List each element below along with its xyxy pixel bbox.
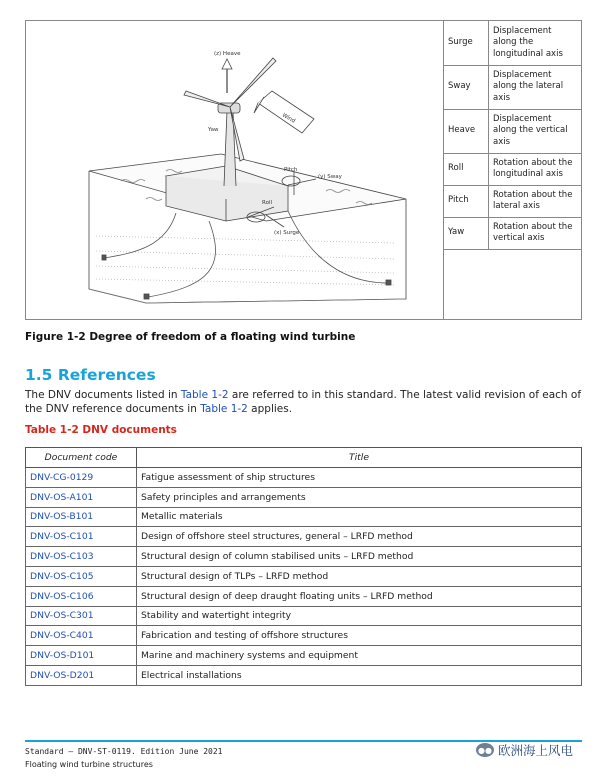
para-text-1: The DNV documents listed in xyxy=(25,389,181,401)
table-header-row xyxy=(26,448,582,468)
footer-subtitle: Floating wind turbine structures xyxy=(25,760,153,769)
document-title: Structural design of column stabilised units – LRFD method xyxy=(137,547,582,567)
dof-term: Heave xyxy=(444,109,489,153)
wechat-logo-icon: ●● xyxy=(476,743,494,757)
table-row xyxy=(26,586,582,606)
document-code-link[interactable]: DNV-OS-C401 xyxy=(26,626,137,646)
dof-row xyxy=(444,185,582,217)
table-row xyxy=(26,468,582,488)
dof-row xyxy=(444,153,582,185)
para-text-3: applies. xyxy=(247,402,293,415)
page-footer xyxy=(25,745,222,771)
document-code-link[interactable]: DNV-OS-C106 xyxy=(26,586,137,606)
dof-row xyxy=(444,21,582,65)
watermark-text: 欧洲海上风电 xyxy=(498,743,574,758)
document-title: Metallic materials xyxy=(137,507,582,527)
dof-desc: Displacement along the longitudinal axis xyxy=(489,21,582,65)
document-code-link[interactable]: DNV-OS-C103 xyxy=(26,547,137,567)
document-code-link[interactable]: DNV-OS-B101 xyxy=(26,507,137,527)
label-roll: Roll xyxy=(262,200,272,206)
dof-row xyxy=(444,65,582,109)
document-code-link[interactable]: DNV-OS-D201 xyxy=(26,665,137,685)
dof-row xyxy=(444,109,582,153)
document-code-link[interactable]: DNV-OS-A101 xyxy=(26,487,137,507)
document-code-link[interactable]: DNV-OS-C101 xyxy=(26,527,137,547)
document-title: Safety principles and arrangements xyxy=(137,487,582,507)
document-code-link[interactable]: DNV-CG-0129 xyxy=(26,468,137,488)
dof-desc: Displacement along the lateral axis xyxy=(489,65,582,109)
dof-desc: Rotation about the longitudinal axis xyxy=(489,153,582,185)
table-row xyxy=(26,646,582,666)
dof-term: Yaw xyxy=(444,217,489,249)
figure-frame xyxy=(25,20,582,320)
table-caption: Table 1-2 DNV documents xyxy=(25,424,177,436)
label-wind: Wind xyxy=(281,112,296,125)
label-heave: (z) Heave xyxy=(214,51,241,57)
floating-turbine-illustration xyxy=(26,21,444,319)
dof-desc: Displacement along the vertical axis xyxy=(489,109,582,153)
document-title: Structural design of deep draught floating units – LRFD method xyxy=(137,586,582,606)
label-sway: (y) Sway xyxy=(318,174,342,180)
documents-table xyxy=(25,447,582,686)
dof-desc: Rotation about the lateral axis xyxy=(489,185,582,217)
document-title: Design of offshore steel structures, general – LRFD method xyxy=(137,527,582,547)
document-title: Stability and watertight integrity xyxy=(137,606,582,626)
table-link-2[interactable]: Table 1-2 xyxy=(200,402,248,415)
dof-row xyxy=(444,217,582,249)
section-title: 1.5 References xyxy=(25,366,156,384)
dof-desc: Rotation about the vertical axis xyxy=(489,217,582,249)
footer-standard: Standard — DNV-ST-0119. Edition June 2021 xyxy=(25,747,223,756)
dof-table xyxy=(443,21,581,250)
document-code-link[interactable]: DNV-OS-C301 xyxy=(26,606,137,626)
document-code-link[interactable]: DNV-OS-C105 xyxy=(26,566,137,586)
document-title: Fabrication and testing of offshore structures xyxy=(137,626,582,646)
table-row xyxy=(26,606,582,626)
table-row xyxy=(26,527,582,547)
table-row xyxy=(26,566,582,586)
document-code-link[interactable]: DNV-OS-D101 xyxy=(26,646,137,666)
document-title: Marine and machinery systems and equipment xyxy=(137,646,582,666)
watermark xyxy=(476,741,573,759)
document-title: Structural design of TLPs – LRFD method xyxy=(137,566,582,586)
dof-term: Roll xyxy=(444,153,489,185)
header-title: Title xyxy=(137,448,582,468)
table-row xyxy=(26,487,582,507)
para-text-2: are referred to in this standard. The latest valid revision of each of the DNV reference documents in xyxy=(25,389,582,415)
table-row xyxy=(26,626,582,646)
table-link-1[interactable]: Table 1-2 xyxy=(180,389,229,401)
label-yaw: Yaw xyxy=(208,127,219,133)
header-document-code: Document code xyxy=(26,448,137,468)
document-title: Electrical installations xyxy=(137,665,582,685)
dof-term: Sway xyxy=(444,65,489,109)
label-pitch: Pitch xyxy=(284,167,298,173)
section-paragraph xyxy=(25,389,585,416)
table-row xyxy=(26,547,582,567)
figure-caption: Figure 1-2 Degree of freedom of a floating wind turbine xyxy=(25,331,356,343)
table-row xyxy=(26,665,582,685)
dof-term: Pitch xyxy=(444,185,489,217)
table-row xyxy=(26,507,582,527)
label-surge: (x) Surge xyxy=(274,230,300,236)
document-title: Fatigue assessment of ship structures xyxy=(137,468,582,488)
dof-term: Surge xyxy=(444,21,489,65)
